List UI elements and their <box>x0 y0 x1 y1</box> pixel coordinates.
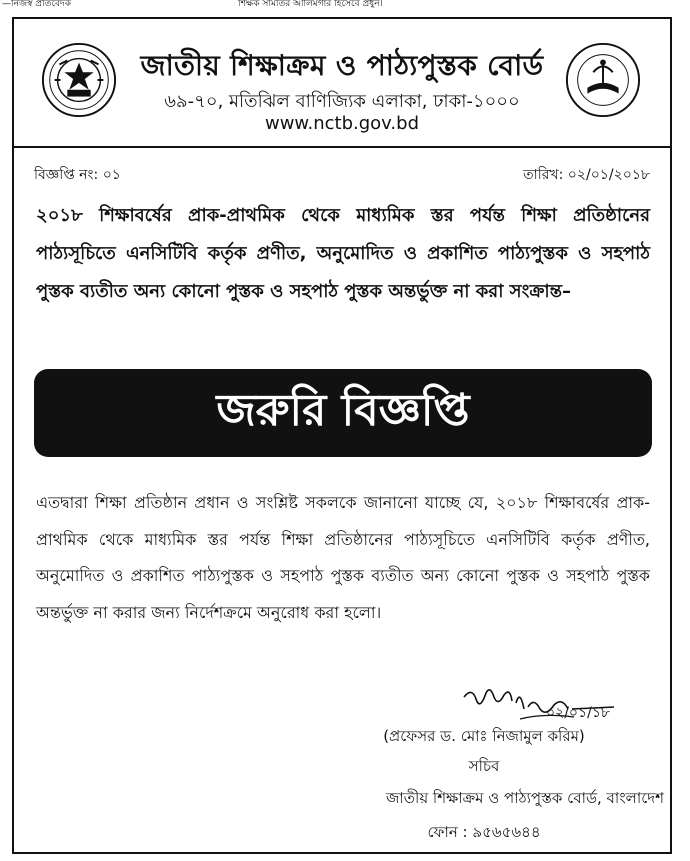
clipping-headline-fragment: শিক্ষক সমিতির আলিমগার হিসেবে প্রধুন। <box>238 0 383 9</box>
banner-title: জরুরি বিজ্ঞপ্তি <box>216 385 470 436</box>
signatory-name: (প্রফেসর ড. মোঃ নিজামুল করিম) <box>383 727 585 745</box>
svg-text:০২/০১/১৮: ০২/০১/১৮ <box>546 705 610 721</box>
organization-name: জাতীয় শিক্ষাক্রম ও পাঠ্যপুস্তক বোর্ড <box>140 49 544 82</box>
clipping-byline: —নিজস্ব প্রতিবেদক <box>2 0 72 9</box>
signatory-organization: জাতীয় শিক্ষাক্রম ও পাঠ্যপুস্তক বোর্ড, বাংলাদেশ <box>386 789 664 807</box>
organization-website: www.nctb.gov.bd <box>264 113 419 134</box>
newspaper-clipping-strip <box>0 0 690 12</box>
public-notice <box>12 17 672 854</box>
urgent-notice-banner <box>34 369 652 457</box>
notice-subject: ২০১৮ শিক্ষাবর্ষের প্রাক-প্রাথমিক থেকে মাধ্যমিক স্তর পর্যন্ত শিক্ষা প্রতিষ্ঠানের পাঠ্যসূচিতে এনসিটিবি কর্তৃক প্রণীত, অনুমোদিত ও প্রকাশিত পাঠ্যপুস্তক ও সহপাঠ পুস্তক ব্যতীত অন্য কোনো পুস্তক ও সহপাঠ পুস্তক অন্তর্ভুক্ত না করা সংক্রান্ত– <box>36 205 650 302</box>
organization-address: ৬৯-৭০, মতিঝিল বাণিজ্যিক এলাকা, ঢাকা-১০০০ <box>164 91 520 112</box>
notice-body: এতদ্বারা শিক্ষা প্রতিষ্ঠান প্রধান ও সংশ্লিষ্ট সকলকে জানানো যাচ্ছে যে, ২০১৮ শিক্ষাবর্ষের প্রাক-প্রাথমিক থেকে মাধ্যমিক স্তর পর্যন্ত শিক্ষা প্রতিষ্ঠানের পাঠ্যসূচিতে এনসিটিবি কর্তৃক প্রণীত, অনুমোদিত ও প্রকাশিত পাঠ্যপুস্তক ও সহপাঠ পুস্তক ব্যতীত অন্য কোনো পুস্তক ও সহপাঠ পুস্তক অন্তর্ভুক্ত না করার জন্য নির্দেশক্রমে অনুরোধ করা হলো। <box>36 493 650 622</box>
signatory-title: সচিব <box>468 757 500 775</box>
notice-number: বিজ্ঞপ্তি নং: ০১ <box>34 167 121 183</box>
notice-header <box>14 19 670 148</box>
board-emblem-icon <box>564 41 642 119</box>
notice-date: তারিখ: ০২/০১/২০১৮ <box>523 167 650 183</box>
signatory-phone: ফোন : ৯৫৬৫৬৪৪ <box>427 823 541 841</box>
handwritten-signature <box>454 679 624 729</box>
